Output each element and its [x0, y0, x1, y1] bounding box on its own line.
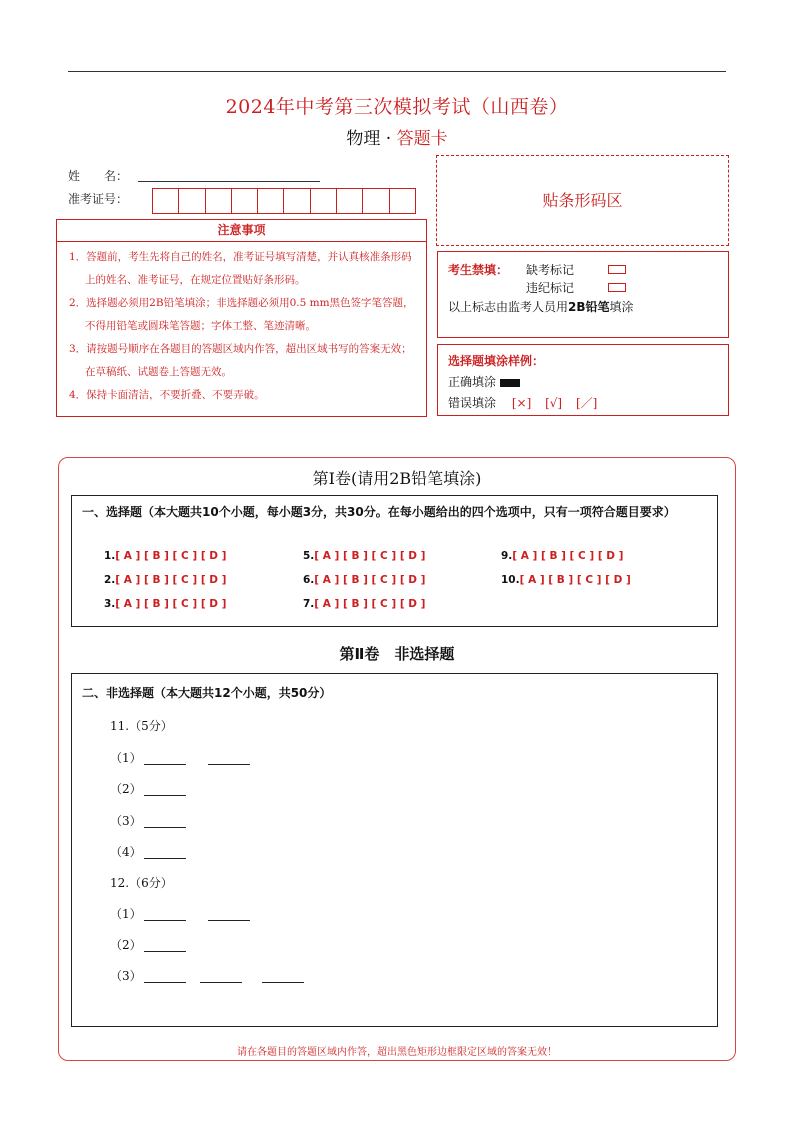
sub-question-number: （4）	[110, 845, 142, 859]
forbidden-note-bold: 2B铅笔	[568, 300, 610, 314]
absent-mark-label: 缺考标记	[526, 263, 575, 277]
question-number: 6.	[303, 574, 315, 586]
choice-options[interactable]: [ A ] [ B ] [ C ] [ D ]	[512, 550, 624, 562]
non-choice-heading: 二、非选择题（本大题共12个小题，共50分）	[82, 686, 332, 700]
choice-options[interactable]: [ A ] [ B ] [ C ] [ D ]	[115, 550, 227, 562]
sub-question-number: （3）	[110, 814, 142, 828]
choice-row-9[interactable]	[501, 550, 623, 562]
candidate-forbidden-box	[437, 251, 729, 338]
notice-heading: 注意事项	[57, 220, 426, 242]
forbidden-note	[448, 298, 634, 315]
notice-item: 4．保持卡面清洁，不要折叠、不要弄破。	[69, 389, 265, 401]
sub-question-number: （1）	[110, 751, 142, 765]
answer-card-label: 答题卡	[396, 129, 448, 149]
answer-line[interactable]	[110, 780, 186, 797]
notice-item: 2．选择题必须用2B铅笔填涂；非选择题必须用0.5 mm黑色签字笔答题，不得用铅笔或圆珠笔答题；字体工整、笔迹清晰。	[69, 297, 414, 332]
top-rule	[68, 71, 726, 72]
choice-row-10[interactable]	[501, 574, 631, 586]
violation-mark-box[interactable]	[608, 283, 626, 292]
sub-question-number: （2）	[110, 938, 142, 952]
sub-question-number: （3）	[110, 969, 142, 983]
exam-id-label: 准考证号：	[68, 192, 129, 206]
sub-question-number: （2）	[110, 782, 142, 796]
choice-options[interactable]: [ A ] [ B ] [ C ] [ D ]	[314, 550, 426, 562]
question-number: 3.	[104, 598, 116, 610]
choice-question-box	[71, 495, 718, 627]
answer-line[interactable]	[110, 967, 304, 984]
wrong-mark-check: [√]	[545, 396, 563, 410]
choice-row-2[interactable]	[104, 574, 226, 586]
name-field[interactable]	[138, 181, 320, 182]
wrong-fill-label: 错误填涂	[448, 396, 497, 410]
choice-options[interactable]: [ A ] [ B ] [ C ] [ D ]	[314, 598, 426, 610]
subject-label: 物理	[346, 129, 381, 149]
absent-mark-box[interactable]	[608, 265, 626, 274]
part2-title: 第Ⅱ卷 非选择题	[339, 645, 455, 663]
answer-line[interactable]	[110, 749, 250, 766]
sample-title: 选择题填涂样例：	[448, 354, 545, 368]
question-number: 5.	[303, 550, 315, 562]
barcode-area	[436, 155, 729, 246]
question-12-label: 12.（6分）	[110, 876, 173, 890]
notice-box	[56, 219, 427, 417]
forbidden-title: 考生禁填：	[448, 263, 509, 277]
page-title: 2024年中考第三次模拟考试（山西卷）	[225, 96, 569, 118]
question-number: 7.	[303, 598, 315, 610]
name-label: 姓 名：	[68, 169, 129, 183]
forbidden-note-post: 填涂	[609, 300, 634, 314]
question-11-label: 11.（5分）	[110, 719, 173, 733]
footer-warning: 请在各题目的答题区域内作答，超出黑色矩形边框限定区域的答案无效！	[237, 1047, 557, 1058]
choice-row-5[interactable]	[303, 550, 425, 562]
question-number: 2.	[104, 574, 116, 586]
non-choice-question-box	[71, 673, 718, 1027]
choice-options[interactable]: [ A ] [ B ] [ C ] [ D ]	[115, 598, 227, 610]
barcode-label: 贴条形码区	[542, 191, 623, 210]
violation-mark-label: 违纪标记	[526, 281, 575, 295]
notice-item: 1．答题前，考生先将自己的姓名，准考证号填写清楚，并认真核准条形码上的姓名、准考证号，在规定位置贴好条形码。	[69, 251, 412, 286]
choice-options[interactable]: [ A ] [ B ] [ C ] [ D ]	[519, 574, 631, 586]
part1-title: 第Ⅰ卷(请用2B铅笔填涂)	[312, 469, 482, 488]
page-subtitle	[0, 124, 794, 149]
question-number: 1.	[104, 550, 116, 562]
answer-line[interactable]	[110, 812, 186, 829]
choice-row-1[interactable]	[104, 550, 226, 562]
choice-options[interactable]: [ A ] [ B ] [ C ] [ D ]	[115, 574, 227, 586]
answer-line[interactable]	[110, 936, 186, 953]
choice-heading: 一、选择题（本大题共10个小题，每小题3分，共30分。在每小题给出的四个选项中，只有一项符合题目要求）	[82, 505, 676, 519]
forbidden-note-pre: 以上标志由监考人员用	[448, 300, 569, 314]
correct-fill-label: 正确填涂	[448, 375, 497, 389]
choice-row-6[interactable]	[303, 574, 425, 586]
choice-row-3[interactable]	[104, 598, 226, 610]
filled-mark-icon	[500, 379, 520, 387]
answer-line[interactable]	[110, 843, 186, 860]
wrong-mark-cross: [×]	[511, 396, 532, 410]
choice-options[interactable]: [ A ] [ B ] [ C ] [ D ]	[314, 574, 426, 586]
question-number: 9.	[501, 550, 513, 562]
notice-item: 3．请按题号顺序在各题目的答题区域内作答，超出区域书写的答案无效；在草稿纸、试题卷上答题无效。	[69, 343, 412, 378]
exam-id-grid[interactable]	[152, 188, 416, 214]
sub-question-number: （1）	[110, 907, 142, 921]
fill-sample-box	[437, 344, 729, 416]
subtitle-dot: ·	[385, 129, 392, 149]
choice-row-7[interactable]	[303, 598, 425, 610]
wrong-mark-slash: [／]	[575, 396, 598, 410]
question-number: 10.	[501, 574, 520, 586]
answer-line[interactable]	[110, 905, 250, 922]
